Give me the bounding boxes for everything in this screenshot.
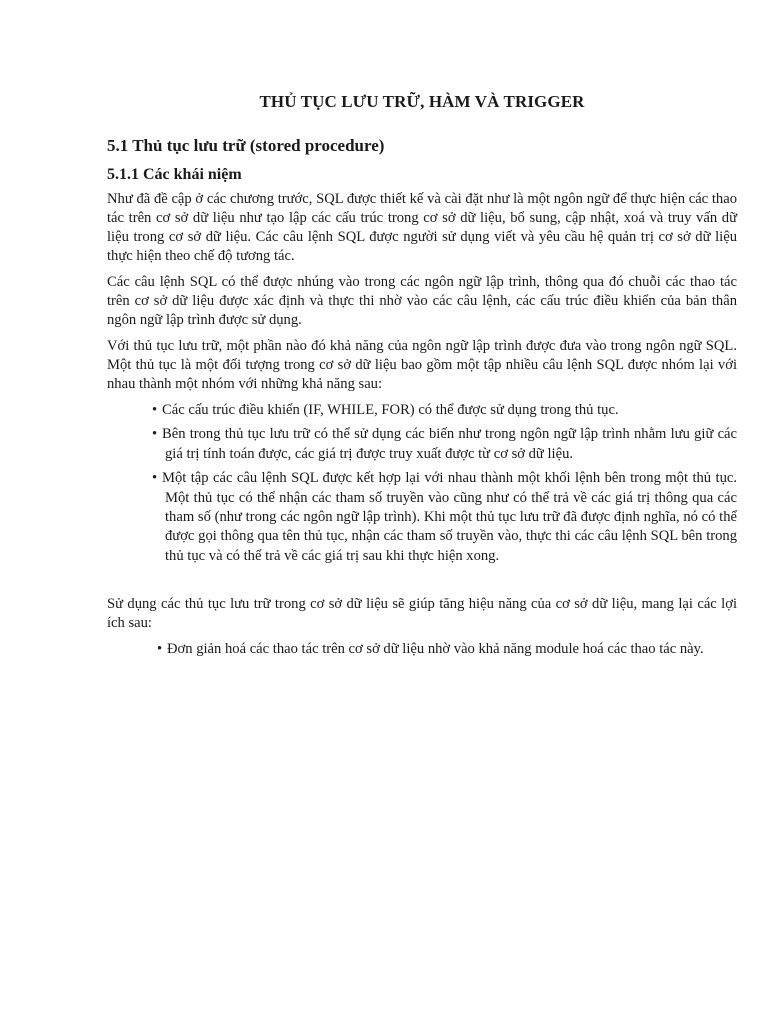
chapter-title: THỦ TỤC LƯU TRỮ, HÀM VÀ TRIGGER — [259, 92, 585, 111]
benefits-list — [107, 640, 737, 659]
list-item — [157, 640, 737, 659]
list-item — [152, 469, 737, 566]
capabilities-list — [107, 401, 737, 566]
bullet-icon: • — [152, 426, 158, 443]
list-item-text: Bên trong thủ tục lưu trữ có thể sử dụng các biến như trong ngôn ngữ lập trình nhằm lưu giữ các giá trị tính toán được, các giá trị được truy xuất được từ cơ sở dữ liệu. — [162, 426, 737, 462]
paragraph: Sử dụng các thủ tục lưu trữ trong cơ sở dữ liệu sẽ giúp tăng hiệu năng của cơ sở dữ liệu, mang lại các lợi ích sau: — [107, 596, 737, 632]
paragraph: Với thủ tục lưu trữ, một phần nào đó khả năng của ngôn ngữ lập trình được đưa vào trong ngôn ngữ SQL. Một thủ tục là một đối tượng trong cơ sở dữ liệu bao gồm một tập nhiều câu lệnh SQL được nhóm lại với nhau thành một nhóm với những khả năng sau: — [107, 338, 737, 392]
list-item — [152, 401, 737, 420]
paragraph: Như đã đề cập ở các chương trước, SQL được thiết kế và cài đặt như là một ngôn ngữ để thực hiện các thao tác trên cơ sở dữ liệu như tạo lập các cấu trúc trong cơ sở dữ liệu, bổ sung, cập nhật, xoá và truy vấn dữ liệu trong cơ sở dữ liệu. Các câu lệnh SQL được người sử dụng viết và yêu cầu hệ quản trị cơ sở dữ liệu thực hiện theo chế độ tương tác. — [107, 191, 737, 264]
document-page — [107, 92, 737, 660]
bullet-icon: • — [157, 641, 163, 658]
list-item-text: Đơn giản hoá các thao tác trên cơ sở dữ liệu nhờ vào khả năng module hoá các thao tác này. — [167, 641, 704, 658]
spacer — [107, 571, 737, 595]
section-heading: 5.1 Thủ tục lưu trữ (stored procedure) — [107, 136, 385, 155]
list-item — [152, 425, 737, 464]
list-item-text: Một tập các câu lệnh SQL được kết hợp lại với nhau thành một khối lệnh bên trong một thủ tục. Một thủ tục có thể nhận các tham số truyền vào cũng như có thể trả về các giá trị thông qua các tham số (như trong các ngôn ngữ lập trình). Khi một thủ tục lưu trữ đã được định nghĩa, nó có thể được gọi thông qua tên thủ tục, nhận các tham số truyền vào, thực thi các câu lệnh SQL bên trong thủ tục và có thể trả về các giá trị sau khi thực hiện xong. — [162, 470, 737, 564]
bullet-icon: • — [152, 470, 158, 487]
subsection-heading: 5.1.1 Các khái niệm — [107, 166, 242, 183]
paragraph: Các câu lệnh SQL có thể được nhúng vào trong các ngôn ngữ lập trình, thông qua đó chuỗi các thao tác trên cơ sở dữ liệu được xác định và thực thi nhờ vào các câu lệnh, các cấu trúc điều khiển của bản thân ngôn ngữ lập trình được sử dụng. — [107, 274, 737, 328]
list-item-text: Các cấu trúc điều khiển (IF, WHILE, FOR) có thể được sử dụng trong thủ tục. — [162, 402, 619, 418]
bullet-icon: • — [152, 402, 158, 418]
